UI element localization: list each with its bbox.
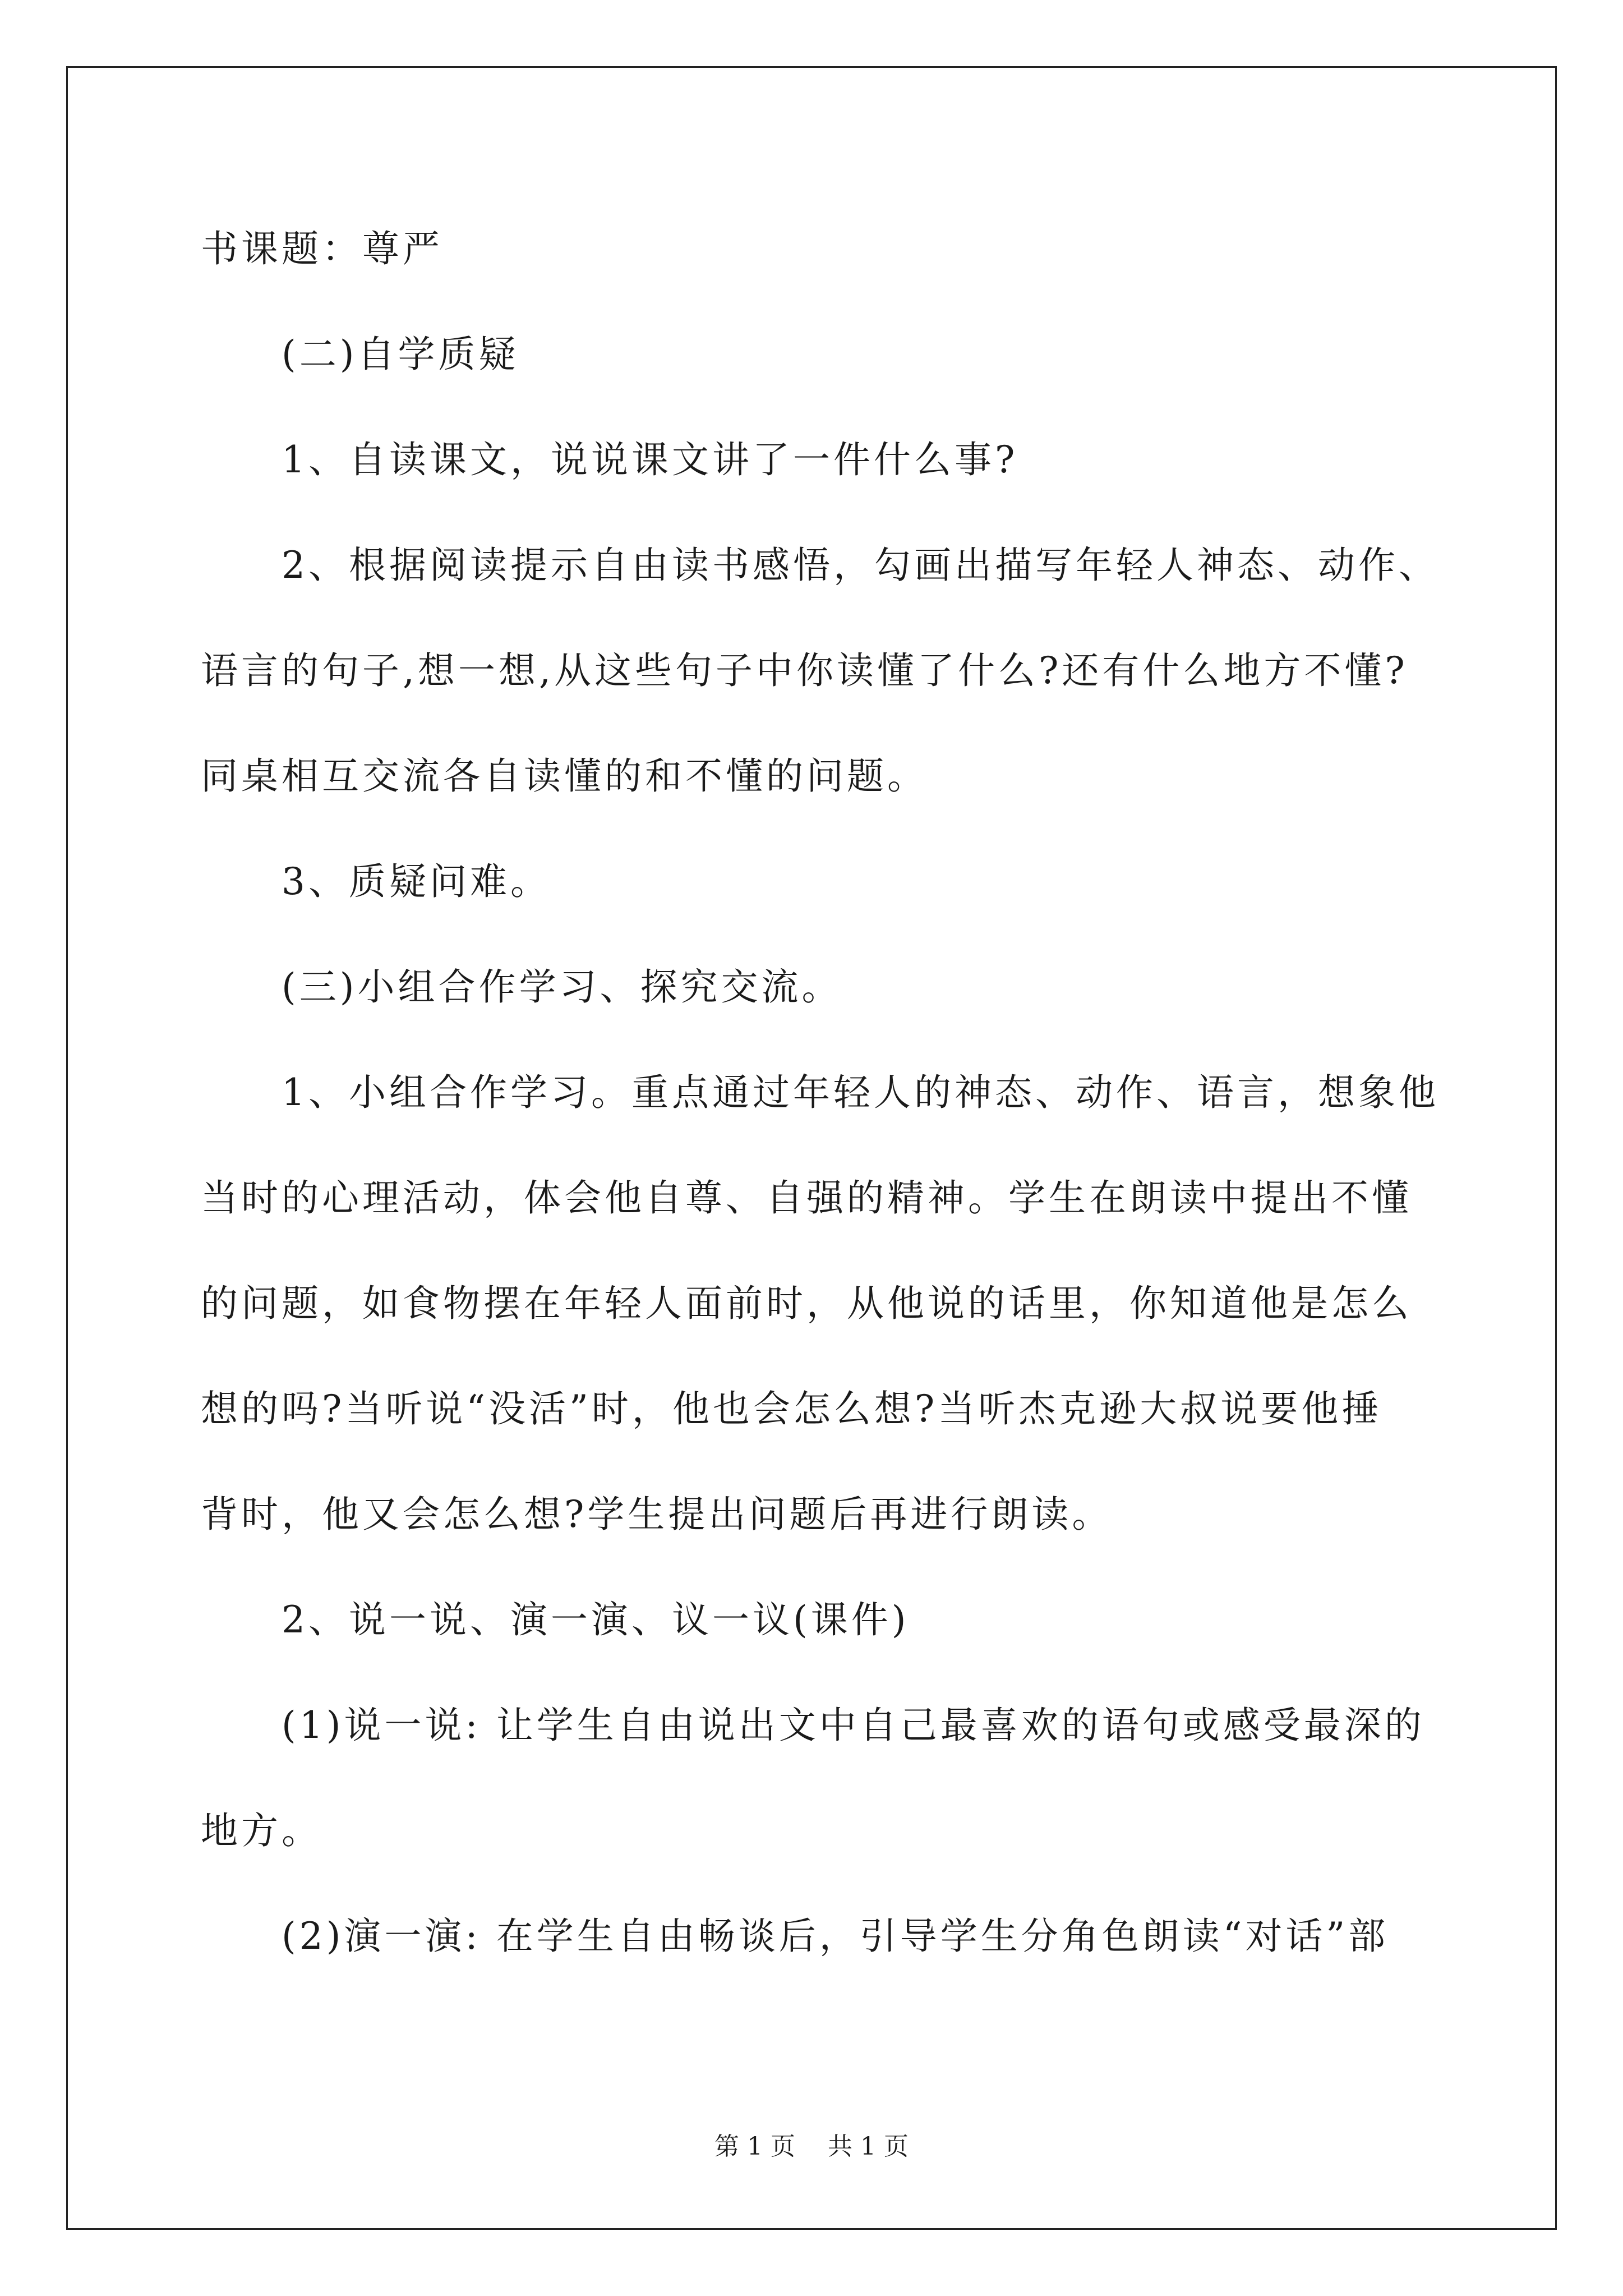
text-line: 2、说一说、演一演、议一议(课件) bbox=[201, 1598, 910, 1641]
text-line: (1)说一说: 让学生自由说出文中自己最喜欢的语句或感受最深的 bbox=[201, 1704, 1425, 1747]
text-line: 语言的句子,想一想,从这些句子中你读懂了什么?还有什么地方不懂? bbox=[201, 649, 1408, 692]
text-line: 背时，他又会怎么想?学生提出问题后再进行朗读。 bbox=[201, 1493, 1113, 1536]
text-line: 想的吗?当听说“没活”时，他也会怎么想?当听杰克逊大叔说要他捶 bbox=[201, 1387, 1382, 1430]
text-line: 3、质疑问难。 bbox=[201, 860, 551, 903]
text-line: 1、自读课文，说说课文讲了一件什么事? bbox=[201, 438, 1018, 481]
page-footer bbox=[0, 2126, 1623, 2162]
text-line: (三)小组合作学习、探究交流。 bbox=[201, 965, 842, 1009]
text-line: 地方。 bbox=[201, 1809, 322, 1852]
text-line: 1、小组合作学习。重点通过年轻人的神态、动作、语言，想象他 bbox=[201, 1071, 1439, 1114]
text-line: (2)演一演: 在学生自由畅谈后，引导学生分角色朗读“对话”部 bbox=[201, 1915, 1389, 1958]
page-border bbox=[66, 66, 1557, 2230]
text-line: 2、根据阅读提示自由读书感悟，勾画出描写年轻人神态、动作、 bbox=[201, 544, 1439, 587]
text-line: 当时的心理活动，体会他自尊、自强的精神。学生在朗读中提出不懂 bbox=[201, 1176, 1412, 1220]
text-line: 的问题，如食物摆在年轻人面前时，从他说的话里，你知道他是怎么 bbox=[201, 1282, 1412, 1325]
page-number: 第 1 页 bbox=[714, 2132, 795, 2161]
page-total: 共 1 页 bbox=[828, 2132, 909, 2161]
text-line: 同桌相互交流各自读懂的和不懂的问题。 bbox=[201, 754, 928, 798]
text-line: 书课题：尊严 bbox=[201, 227, 443, 270]
text-line: (二)自学质疑 bbox=[201, 333, 519, 376]
